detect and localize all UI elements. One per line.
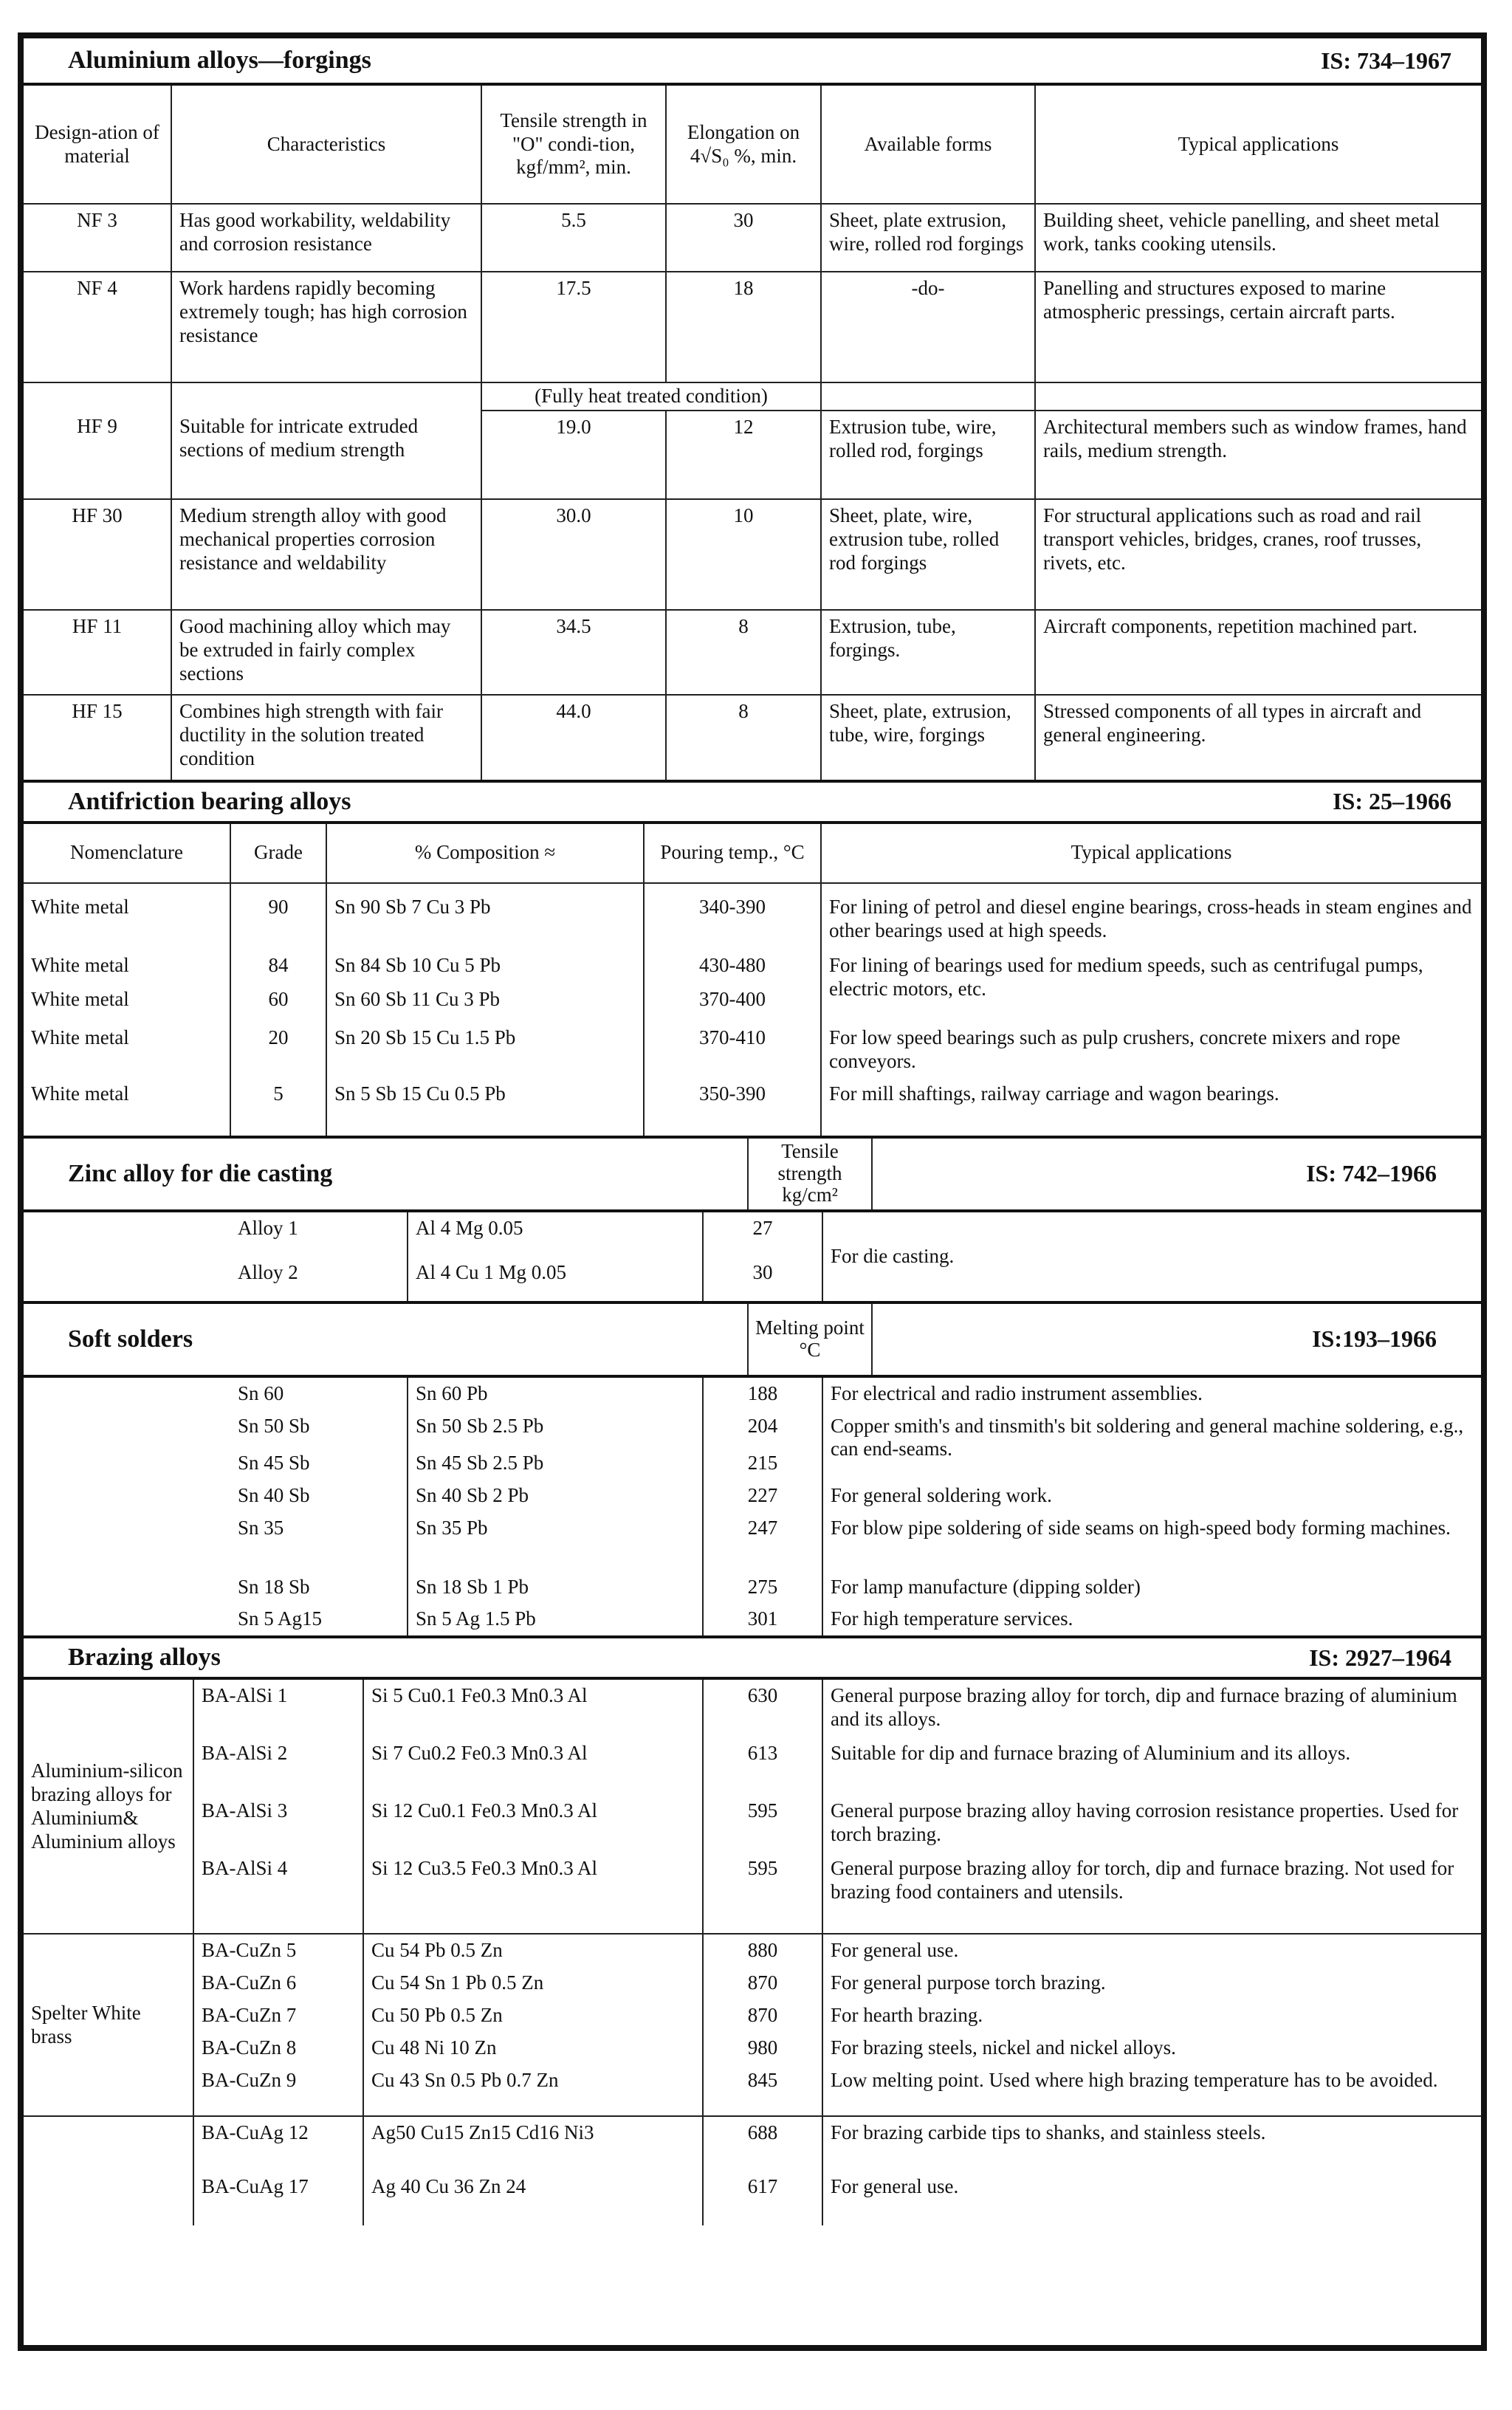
- application-cell: For general use.: [822, 2171, 1481, 2225]
- composition-cell: Sn 40 Sb 2 Pb: [408, 1480, 703, 1512]
- application-cell: For lamp manufacture (dipping solder): [822, 1571, 1481, 1604]
- table-row: [24, 1378, 1481, 1410]
- tensile-cell: 44.0: [481, 695, 666, 780]
- temp-cell: 430-480: [644, 950, 821, 983]
- application-cell: For lining of petrol and diesel engine bearings, cross-heads in steam engines and other bearings used at high speeds.: [821, 883, 1481, 950]
- composition-cell: Si 5 Cu0.1 Fe0.3 Mn0.3 Al: [363, 1680, 703, 1737]
- table-row: [24, 2032, 1481, 2064]
- tensile-cell: 17.5: [481, 272, 666, 382]
- composition-cell: Sn 20 Sb 15 Cu 1.5 Pb: [326, 1017, 644, 1078]
- application-cell: For brazing carbide tips to shanks, and stainless steels.: [822, 2116, 1481, 2171]
- composition-cell: Sn 35 Pb: [408, 1512, 703, 1571]
- composition-cell: Sn 84 Sb 10 Cu 5 Pb: [326, 950, 644, 983]
- forms-cell: Extrusion tube, wire, rolled rod, forgings: [821, 411, 1035, 499]
- applications-cell: Architectural members such as window frames, hand rails, medium strength.: [1035, 411, 1481, 499]
- col-grade: Grade: [230, 824, 326, 883]
- application-cell: For hearth brazing.: [822, 1999, 1481, 2032]
- composition-cell: Sn 50 Sb 2.5 Pb: [408, 1410, 703, 1447]
- aluminium-silicon-group-label: Aluminium-silicon brazing alloys for Aluminium& Aluminium alloys: [24, 1680, 193, 1934]
- composition-cell: Cu 54 Sn 1 Pb 0.5 Zn: [363, 1967, 703, 1999]
- value-cell: 227: [703, 1480, 822, 1512]
- table-row: [24, 204, 1481, 272]
- aluminium-section: [24, 38, 1481, 783]
- col-typical-applications: Typical applications: [821, 824, 1481, 883]
- value-cell: 301: [703, 1603, 822, 1635]
- application-cell: For general soldering work.: [822, 1480, 1481, 1512]
- col-elongation: Elongation on 4√S₀ %, min.: [666, 86, 821, 204]
- characteristics-cell: Suitable for intricate extruded sections of medium strength: [171, 411, 481, 499]
- composition-cell: Si 12 Cu0.1 Fe0.3 Mn0.3 Al: [363, 1795, 703, 1853]
- composition-cell: Sn 90 Sb 7 Cu 3 Pb: [326, 883, 644, 950]
- col-nomenclature: Nomenclature: [24, 824, 230, 883]
- table-row: [24, 1212, 1481, 1257]
- value-cell: 30: [703, 1257, 822, 1301]
- brazing-title: Brazing alloys: [68, 1644, 221, 1672]
- characteristics-cell: Has good workability, weldability and corrosion resistance: [171, 204, 481, 272]
- brazing-section: [24, 1638, 1481, 2225]
- composition-cell: Cu 54 Pb 0.5 Zn: [363, 1934, 703, 1967]
- grade-cell: 5: [230, 1078, 326, 1136]
- grade-cell: 20: [230, 1017, 326, 1078]
- table-row: [24, 1999, 1481, 2032]
- tensile-cell: 5.5: [481, 204, 666, 272]
- alloy-name-cell: BA-CuAg 12: [193, 2116, 363, 2171]
- zinc-section: [24, 1139, 1481, 1304]
- composition-cell: Sn 5 Sb 15 Cu 0.5 Pb: [326, 1078, 644, 1136]
- antifriction-header: [24, 783, 1481, 824]
- alloy-name-cell: BA-CuZn 5: [193, 1934, 363, 1967]
- value-cell: 613: [703, 1737, 822, 1795]
- characteristics-cell: Work hardens rapidly becoming extremely tough; has high corrosion resistance: [171, 272, 481, 382]
- zinc-header: [24, 1139, 1481, 1212]
- aluminium-table: [24, 86, 1481, 780]
- spelter-group-label: Spelter White brass: [24, 1934, 193, 2115]
- composition-cell: Cu 48 Ni 10 Zn: [363, 2032, 703, 2064]
- solder-name-cell: Sn 60: [24, 1378, 408, 1410]
- composition-cell: Ag50 Cu15 Zn15 Cd16 Ni3: [363, 2116, 703, 2171]
- application-cell: Low melting point. Used where high brazing temperature has to be avoided.: [822, 2064, 1481, 2116]
- col-designation: Design-ation of material: [24, 86, 171, 204]
- heat-treated-note: (Fully heat treated condition): [481, 382, 821, 411]
- grade-cell: 60: [230, 983, 326, 1017]
- alloy-name-cell: BA-AlSi 3: [193, 1795, 363, 1853]
- table-row: [24, 1795, 1481, 1853]
- application-cell: General purpose brazing alloy having corrosion resistance properties. Used for torch brazing.: [822, 1795, 1481, 1853]
- applications-cell: Aircraft components, repetition machined part.: [1035, 610, 1481, 695]
- aluminium-header: [24, 38, 1481, 86]
- solders-standard: IS:193–1966: [1312, 1325, 1437, 1353]
- nomenclature-cell: White metal: [24, 883, 230, 950]
- value-cell: 870: [703, 1967, 822, 1999]
- aluminium-standard: IS: 734–1967: [1321, 47, 1451, 74]
- forms-cell: -do-: [821, 272, 1035, 382]
- alloy-name-cell: BA-AlSi 1: [193, 1680, 363, 1737]
- alloy-name-cell: BA-CuZn 8: [193, 2032, 363, 2064]
- designation-cell: HF 9: [24, 411, 171, 499]
- composition-cell: Si 12 Cu3.5 Fe0.3 Mn0.3 Al: [363, 1853, 703, 1934]
- application-cell: Copper smith's and tinsmith's bit soldering and general machine soldering, e.g., can end-seams.: [822, 1410, 1481, 1480]
- value-cell: 630: [703, 1680, 822, 1737]
- designation-cell: NF 3: [24, 204, 171, 272]
- table-row: [24, 1737, 1481, 1795]
- composition-cell: Sn 5 Ag 1.5 Pb: [408, 1603, 703, 1635]
- application-cell: For low speed bearings such as pulp crushers, concrete mixers and rope conveyors.: [821, 1017, 1481, 1078]
- application-cell: For blow pipe soldering of side seams on high-speed body forming machines.: [822, 1512, 1481, 1571]
- forms-cell: Extrusion, tube, forgings.: [821, 610, 1035, 695]
- composition-cell: Sn 60 Sb 11 Cu 3 Pb: [326, 983, 644, 1017]
- zinc-table: [24, 1212, 1481, 1301]
- application-cell: For general purpose torch brazing.: [822, 1967, 1481, 1999]
- value-cell: 870: [703, 1999, 822, 2032]
- nomenclature-cell: White metal: [24, 983, 230, 1017]
- application-cell: For lining of bearings used for medium speeds, such as centrifugal pumps, electric motors, etc.: [821, 950, 1481, 1017]
- solder-name-cell: Sn 18 Sb: [24, 1571, 408, 1604]
- application-cell: General purpose brazing alloy for torch, dip and furnace brazing of aluminium and its alloys.: [822, 1680, 1481, 1737]
- value-cell: 27: [703, 1212, 822, 1257]
- nomenclature-cell: White metal: [24, 1017, 230, 1078]
- table-row: [24, 1853, 1481, 1934]
- solders-header: [24, 1304, 1481, 1378]
- forms-cell: Sheet, plate, extrusion, tube, wire, forgings: [821, 695, 1035, 780]
- tensile-cell: 30.0: [481, 499, 666, 610]
- designation-cell: HF 11: [24, 610, 171, 695]
- table-row: [24, 499, 1481, 610]
- composition-cell: Sn 60 Pb: [408, 1378, 703, 1410]
- composition-cell: Al 4 Mg 0.05: [408, 1212, 703, 1257]
- designation-cell: HF 15: [24, 695, 171, 780]
- table-row: [24, 411, 1481, 499]
- alloy-name-cell: BA-CuAg 17: [193, 2171, 363, 2225]
- zinc-column-label: Tensile strength kg/cm²: [747, 1139, 873, 1209]
- table-row: [24, 1017, 1481, 1078]
- col-applications: Typical applications: [1035, 86, 1481, 204]
- alloy-name-cell: BA-CuZn 9: [193, 2064, 363, 2116]
- solder-name-cell: Sn 35: [24, 1512, 408, 1571]
- applications-cell: Panelling and structures exposed to marine atmospheric pressings, certain aircraft parts.: [1035, 272, 1481, 382]
- table-row: [24, 950, 1481, 983]
- solders-title: Soft solders: [68, 1325, 193, 1353]
- characteristics-cell: Medium strength alloy with good mechanical properties corrosion resistance and weldability: [171, 499, 481, 610]
- zinc-title: Zinc alloy for die casting: [68, 1159, 333, 1187]
- table-row: [24, 610, 1481, 695]
- antifriction-section: [24, 783, 1481, 1139]
- composition-cell: Sn 18 Sb 1 Pb: [408, 1571, 703, 1604]
- application-cell: For brazing steels, nickel and nickel alloys.: [822, 2032, 1481, 2064]
- composition-cell: Al 4 Cu 1 Mg 0.05: [408, 1257, 703, 1301]
- col-forms: Available forms: [821, 86, 1035, 204]
- application-cell: For electrical and radio instrument assemblies.: [822, 1378, 1481, 1410]
- alloy-name-cell: Alloy 1: [24, 1212, 408, 1257]
- characteristics-cell: Combines high strength with fair ductility in the solution treated condition: [171, 695, 481, 780]
- table-row: [24, 1680, 1481, 1737]
- value-cell: 204: [703, 1410, 822, 1447]
- forms-cell: Sheet, plate, wire, extrusion tube, rolled rod forgings: [821, 499, 1035, 610]
- value-cell: 688: [703, 2116, 822, 2171]
- grade-cell: 90: [230, 883, 326, 950]
- solder-name-cell: Sn 50 Sb: [24, 1410, 408, 1447]
- tensile-cell: 19.0: [481, 411, 666, 499]
- col-characteristics: Characteristics: [171, 86, 481, 204]
- table-row: [24, 1603, 1481, 1635]
- forms-cell: Sheet, plate extrusion, wire, rolled rod forgings: [821, 204, 1035, 272]
- application-cell: For die casting.: [822, 1212, 1481, 1301]
- alloy-name-cell: BA-AlSi 2: [193, 1737, 363, 1795]
- composition-cell: Cu 50 Pb 0.5 Zn: [363, 1999, 703, 2032]
- col-pouring-temp: Pouring temp., °C: [644, 824, 821, 883]
- value-cell: 595: [703, 1853, 822, 1934]
- value-cell: 188: [703, 1378, 822, 1410]
- applications-cell: Building sheet, vehicle panelling, and sheet metal work, tanks cooking utensils.: [1035, 204, 1481, 272]
- table-row: [24, 2116, 1481, 2171]
- value-cell: 980: [703, 2032, 822, 2064]
- antifriction-standard: IS: 25–1966: [1333, 788, 1451, 815]
- heat-note-row: [24, 382, 1481, 411]
- solders-column-label: Melting point °C: [747, 1304, 873, 1375]
- document-frame: [18, 32, 1487, 2351]
- table-row: [24, 2171, 1481, 2225]
- value-cell: 845: [703, 2064, 822, 2116]
- value-cell: 275: [703, 1571, 822, 1604]
- antifriction-table: [24, 824, 1481, 1136]
- value-cell: 247: [703, 1512, 822, 1571]
- nomenclature-cell: White metal: [24, 950, 230, 983]
- solders-section: [24, 1304, 1481, 1639]
- elongation-cell: 18: [666, 272, 821, 382]
- elongation-cell: 12: [666, 411, 821, 499]
- composition-cell: Sn 45 Sb 2.5 Pb: [408, 1447, 703, 1480]
- col-composition: % Composition ≈: [326, 824, 644, 883]
- application-cell: Suitable for dip and furnace brazing of Aluminium and its alloys.: [822, 1737, 1481, 1795]
- table-row: [24, 1512, 1481, 1571]
- nomenclature-cell: White metal: [24, 1078, 230, 1136]
- zinc-standard: IS: 742–1966: [1306, 1160, 1437, 1187]
- solder-name-cell: Sn 45 Sb: [24, 1447, 408, 1480]
- brazing-standard: IS: 2927–1964: [1309, 1644, 1451, 1671]
- brazing-table: [24, 1680, 1481, 2225]
- table-row: [24, 1078, 1481, 1136]
- table-row: [24, 1934, 1481, 1967]
- alloy-name-cell: Alloy 2: [24, 1257, 408, 1301]
- application-cell: For general use.: [822, 1934, 1481, 1967]
- elongation-cell: 8: [666, 695, 821, 780]
- solders-table: [24, 1378, 1481, 1636]
- table-row: [24, 695, 1481, 780]
- table-row: [24, 2064, 1481, 2116]
- solder-name-cell: Sn 40 Sb: [24, 1480, 408, 1512]
- table-row: [24, 1410, 1481, 1447]
- elongation-cell: 10: [666, 499, 821, 610]
- applications-cell: For structural applications such as road and rail transport vehicles, bridges, cranes, roof trusses, rivets, etc.: [1035, 499, 1481, 610]
- table-row: [24, 1480, 1481, 1512]
- application-cell: For high temperature services.: [822, 1603, 1481, 1635]
- composition-cell: Ag 40 Cu 36 Zn 24: [363, 2171, 703, 2225]
- applications-cell: Stressed components of all types in aircraft and general engineering.: [1035, 695, 1481, 780]
- col-tensile: Tensile strength in "O" condi-tion, kgf/mm², min.: [481, 86, 666, 204]
- alloy-name-cell: BA-AlSi 4: [193, 1853, 363, 1934]
- value-cell: 617: [703, 2171, 822, 2225]
- temp-cell: 370-410: [644, 1017, 821, 1078]
- elongation-cell: 30: [666, 204, 821, 272]
- brazing-header: [24, 1638, 1481, 1680]
- antifriction-title: Antifriction bearing alloys: [68, 787, 351, 815]
- temp-cell: 370-400: [644, 983, 821, 1017]
- designation-cell: HF 30: [24, 499, 171, 610]
- alloy-name-cell: BA-CuZn 7: [193, 1999, 363, 2032]
- designation-cell: NF 4: [24, 272, 171, 382]
- table-row: [24, 883, 1481, 950]
- elongation-cell: 8: [666, 610, 821, 695]
- application-cell: For mill shaftings, railway carriage and wagon bearings.: [821, 1078, 1481, 1136]
- characteristics-cell: Good machining alloy which may be extruded in fairly complex sections: [171, 610, 481, 695]
- table-row: [24, 1571, 1481, 1604]
- tensile-cell: 34.5: [481, 610, 666, 695]
- aluminium-title: Aluminium alloys—forgings: [68, 47, 371, 74]
- temp-cell: 340-390: [644, 883, 821, 950]
- value-cell: 880: [703, 1934, 822, 1967]
- table-row: [24, 272, 1481, 382]
- composition-cell: Si 7 Cu0.2 Fe0.3 Mn0.3 Al: [363, 1737, 703, 1795]
- value-cell: 215: [703, 1447, 822, 1480]
- table-row: [24, 1967, 1481, 1999]
- solder-name-cell: Sn 5 Ag15: [24, 1603, 408, 1635]
- grade-cell: 84: [230, 950, 326, 983]
- application-cell: General purpose brazing alloy for torch, dip and furnace brazing. Not used for brazing food containers and utensils.: [822, 1853, 1481, 1934]
- composition-cell: Cu 43 Sn 0.5 Pb 0.7 Zn: [363, 2064, 703, 2116]
- value-cell: 595: [703, 1795, 822, 1853]
- temp-cell: 350-390: [644, 1078, 821, 1136]
- alloy-name-cell: BA-CuZn 6: [193, 1967, 363, 1999]
